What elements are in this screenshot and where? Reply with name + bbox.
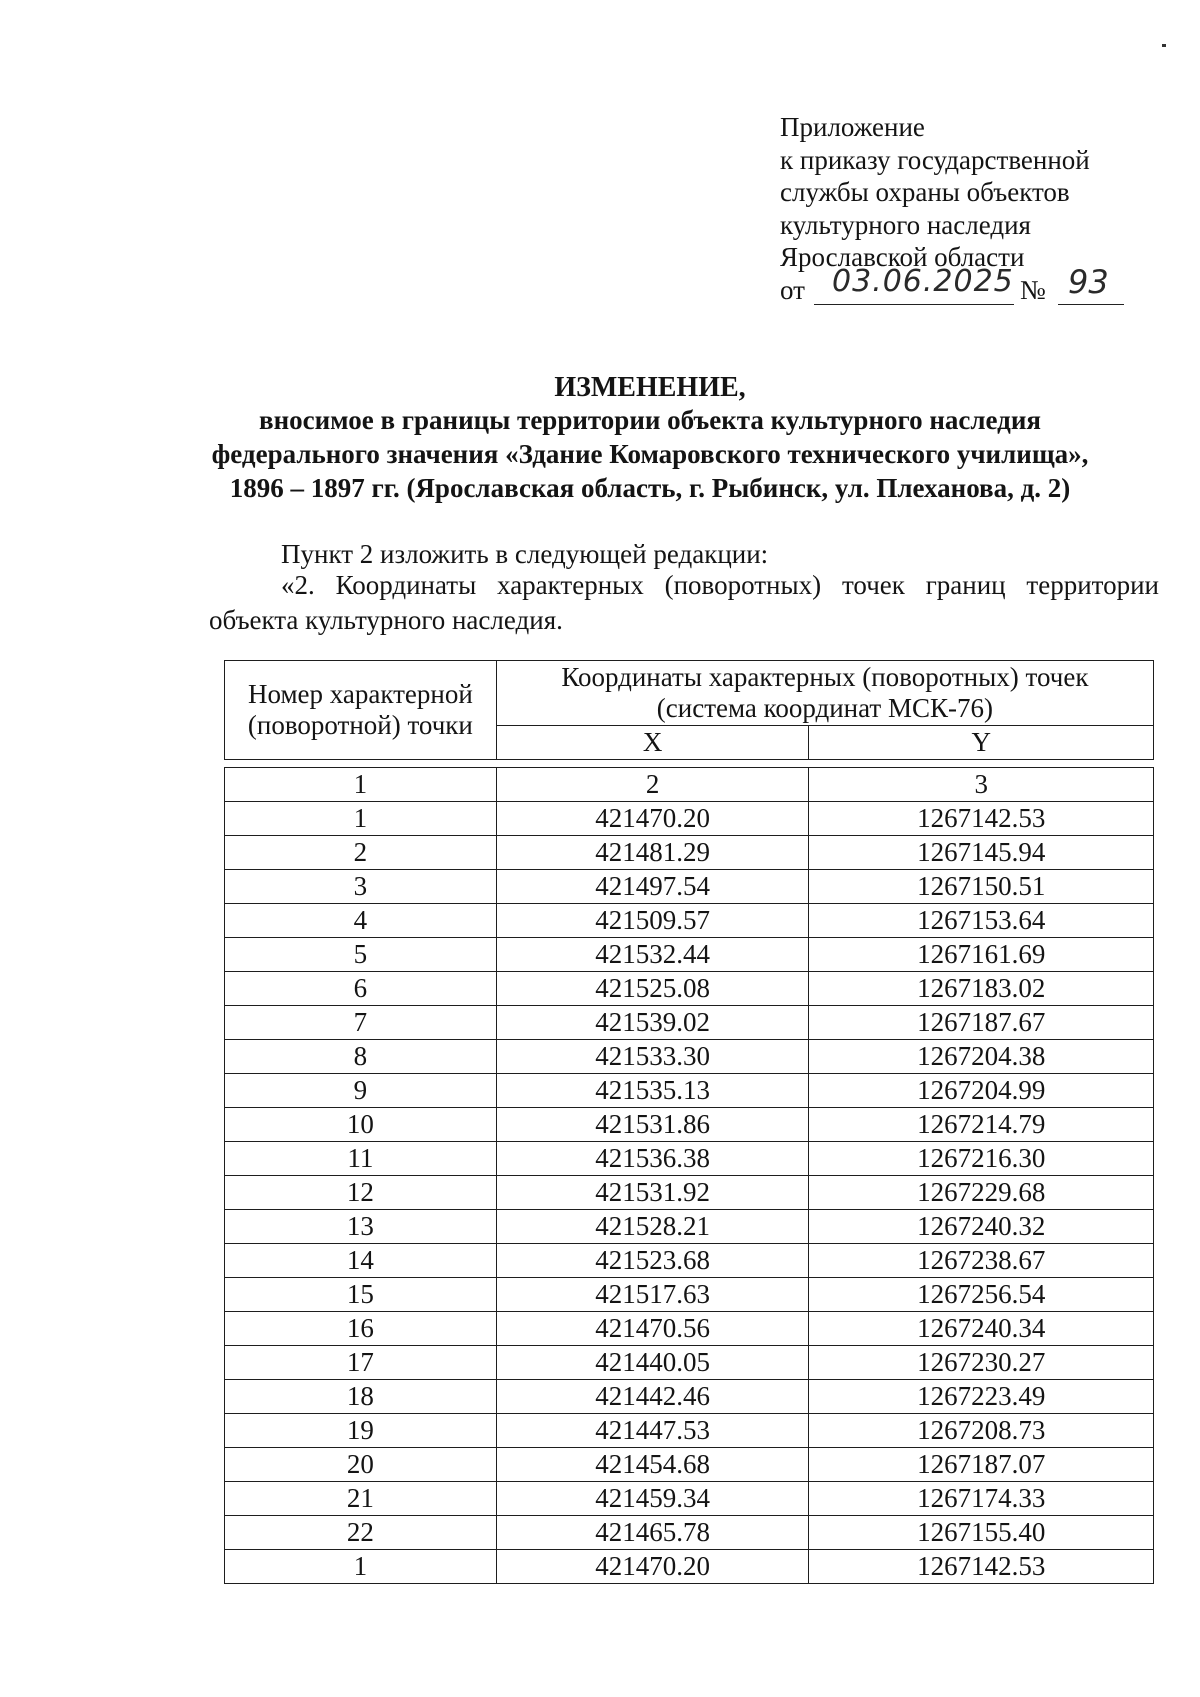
order-number-field <box>1058 262 1124 305</box>
point-number-cell: 14 <box>225 1244 497 1278</box>
body-paragraph: Пункт 2 изложить в следующей редакции: <box>281 539 769 569</box>
column-number-row <box>225 768 1154 802</box>
table-row <box>225 972 1154 1006</box>
x-coordinate-cell: 421442.46 <box>496 1380 809 1414</box>
y-coordinate-cell: 1267214.79 <box>809 1108 1154 1142</box>
x-coordinate-cell: 421509.57 <box>496 904 809 938</box>
x-coordinate-cell: 421459.34 <box>496 1482 809 1516</box>
point-number-cell: 1 <box>225 1550 497 1584</box>
point-number-cell: 12 <box>225 1176 497 1210</box>
y-coordinate-cell: 1267240.32 <box>809 1210 1154 1244</box>
y-coordinate-cell: 1267183.02 <box>809 972 1154 1006</box>
header-coordinates: Координаты характерных (поворотных) точек (система координат МСК-76) <box>496 661 1153 726</box>
x-coordinate-cell: 421533.30 <box>496 1040 809 1074</box>
table-row <box>225 1448 1154 1482</box>
table-row <box>225 904 1154 938</box>
body-paragraph-continuation: объекта культурного наследия. <box>209 605 563 635</box>
document-title: ИЗМЕНЕНИЕ, <box>554 372 746 403</box>
y-coordinate-cell: 1267187.07 <box>809 1448 1154 1482</box>
table-row <box>225 802 1154 836</box>
document-subtitle-line: федерального значения «Здание Комаровского технического училища», <box>211 439 1089 469</box>
x-coordinate-cell: 421531.86 <box>496 1108 809 1142</box>
y-coordinate-cell: 1267238.67 <box>809 1244 1154 1278</box>
y-coordinate-cell: 1267142.53 <box>809 802 1154 836</box>
point-number-cell: 9 <box>225 1074 497 1108</box>
table-row <box>225 1108 1154 1142</box>
x-coordinate-cell: 421539.02 <box>496 1006 809 1040</box>
table-row <box>225 1040 1154 1074</box>
y-coordinate-cell: 1267155.40 <box>809 1516 1154 1550</box>
x-coordinate-cell: 421536.38 <box>496 1142 809 1176</box>
order-date-handwritten: 03.06.2025 <box>832 263 1014 299</box>
header-point-number: Номер характерной (поворотной) точки <box>225 661 497 760</box>
x-coordinate-cell: 421454.68 <box>496 1448 809 1482</box>
y-coordinate-cell: 1267153.64 <box>809 904 1154 938</box>
annex-line: к приказу государственной <box>780 144 1090 175</box>
document-subtitle-line: вносимое в границы территории объекта культурного наследия <box>259 405 1041 435</box>
column-number: 2 <box>496 768 809 802</box>
x-coordinate-cell: 421531.92 <box>496 1176 809 1210</box>
point-number-cell: 19 <box>225 1414 497 1448</box>
point-number-cell: 20 <box>225 1448 497 1482</box>
table-row <box>225 870 1154 904</box>
header-y: Y <box>809 726 1154 760</box>
header-gap <box>225 760 1154 768</box>
table-row <box>225 1210 1154 1244</box>
x-coordinate-cell: 421465.78 <box>496 1516 809 1550</box>
y-coordinate-cell: 1267230.27 <box>809 1346 1154 1380</box>
y-coordinate-cell: 1267142.53 <box>809 1550 1154 1584</box>
y-coordinate-cell: 1267150.51 <box>809 870 1154 904</box>
x-coordinate-cell: 421470.20 <box>496 1550 809 1584</box>
x-coordinate-cell: 421525.08 <box>496 972 809 1006</box>
table-row <box>225 1074 1154 1108</box>
annex-block <box>780 111 1109 308</box>
point-number-cell: 2 <box>225 836 497 870</box>
scan-speck <box>1162 44 1166 47</box>
y-coordinate-cell: 1267161.69 <box>809 938 1154 972</box>
x-coordinate-cell: 421447.53 <box>496 1414 809 1448</box>
table-row <box>225 1346 1154 1380</box>
point-number-cell: 22 <box>225 1516 497 1550</box>
x-coordinate-cell: 421497.54 <box>496 870 809 904</box>
point-number-cell: 5 <box>225 938 497 972</box>
y-coordinate-cell: 1267187.67 <box>809 1006 1154 1040</box>
date-label: от <box>780 274 805 305</box>
document-subtitle-line: 1896 – 1897 гг. (Ярославская область, г. Рыбинск, ул. Плеханова, д. 2) <box>229 473 1071 503</box>
table-row <box>225 1380 1154 1414</box>
table-row <box>225 1312 1154 1346</box>
header-x: X <box>496 726 809 760</box>
point-number-cell: 7 <box>225 1006 497 1040</box>
y-coordinate-cell: 1267145.94 <box>809 836 1154 870</box>
table-row <box>225 1176 1154 1210</box>
y-coordinate-cell: 1267240.34 <box>809 1312 1154 1346</box>
x-coordinate-cell: 421481.29 <box>496 836 809 870</box>
x-coordinate-cell: 421532.44 <box>496 938 809 972</box>
x-coordinate-cell: 421440.05 <box>496 1346 809 1380</box>
x-coordinate-cell: 421517.63 <box>496 1278 809 1312</box>
table-row <box>225 1244 1154 1278</box>
point-number-cell: 3 <box>225 870 497 904</box>
table-row <box>225 1414 1154 1448</box>
y-coordinate-cell: 1267204.38 <box>809 1040 1154 1074</box>
point-number-cell: 18 <box>225 1380 497 1414</box>
point-number-cell: 17 <box>225 1346 497 1380</box>
number-label: № <box>1020 274 1046 305</box>
x-coordinate-cell: 421528.21 <box>496 1210 809 1244</box>
table-row <box>225 1482 1154 1516</box>
table-row <box>225 1550 1154 1584</box>
table-row <box>225 1516 1154 1550</box>
y-coordinate-cell: 1267223.49 <box>809 1380 1154 1414</box>
annex-line: Ярославской области <box>780 242 1025 272</box>
point-number-cell: 13 <box>225 1210 497 1244</box>
table-row <box>225 1142 1154 1176</box>
order-number-handwritten: 93 <box>1068 262 1109 301</box>
y-coordinate-cell: 1267174.33 <box>809 1482 1154 1516</box>
y-coordinate-cell: 1267216.30 <box>809 1142 1154 1176</box>
x-coordinate-cell: 421470.56 <box>496 1312 809 1346</box>
table-row <box>225 836 1154 870</box>
point-number-cell: 16 <box>225 1312 497 1346</box>
x-coordinate-cell: 421470.20 <box>496 802 809 836</box>
point-number-cell: 8 <box>225 1040 497 1074</box>
y-coordinate-cell: 1267256.54 <box>809 1278 1154 1312</box>
point-number-cell: 11 <box>225 1142 497 1176</box>
point-number-cell: 15 <box>225 1278 497 1312</box>
column-number: 3 <box>809 768 1154 802</box>
order-date-field <box>814 263 1014 305</box>
annex-line: Приложение <box>780 112 925 142</box>
x-coordinate-cell: 421523.68 <box>496 1244 809 1278</box>
annex-line: службы охраны объектов <box>780 177 1070 207</box>
y-coordinate-cell: 1267229.68 <box>809 1176 1154 1210</box>
annex-line: культурного наследия <box>780 209 1031 240</box>
point-number-cell: 1 <box>225 802 497 836</box>
point-number-cell: 4 <box>225 904 497 938</box>
column-number: 1 <box>225 768 497 802</box>
order-date-row <box>780 262 1109 308</box>
table-row <box>225 1278 1154 1312</box>
y-coordinate-cell: 1267204.99 <box>809 1074 1154 1108</box>
table-row <box>225 938 1154 972</box>
body-paragraph: «2. Координаты характерных (поворотных) точек границ территории <box>281 570 1159 600</box>
point-number-cell: 10 <box>225 1108 497 1142</box>
point-number-cell: 6 <box>225 972 497 1006</box>
coordinates-table <box>224 660 1154 1584</box>
y-coordinate-cell: 1267208.73 <box>809 1414 1154 1448</box>
point-number-cell: 21 <box>225 1482 497 1516</box>
x-coordinate-cell: 421535.13 <box>496 1074 809 1108</box>
table-row <box>225 1006 1154 1040</box>
